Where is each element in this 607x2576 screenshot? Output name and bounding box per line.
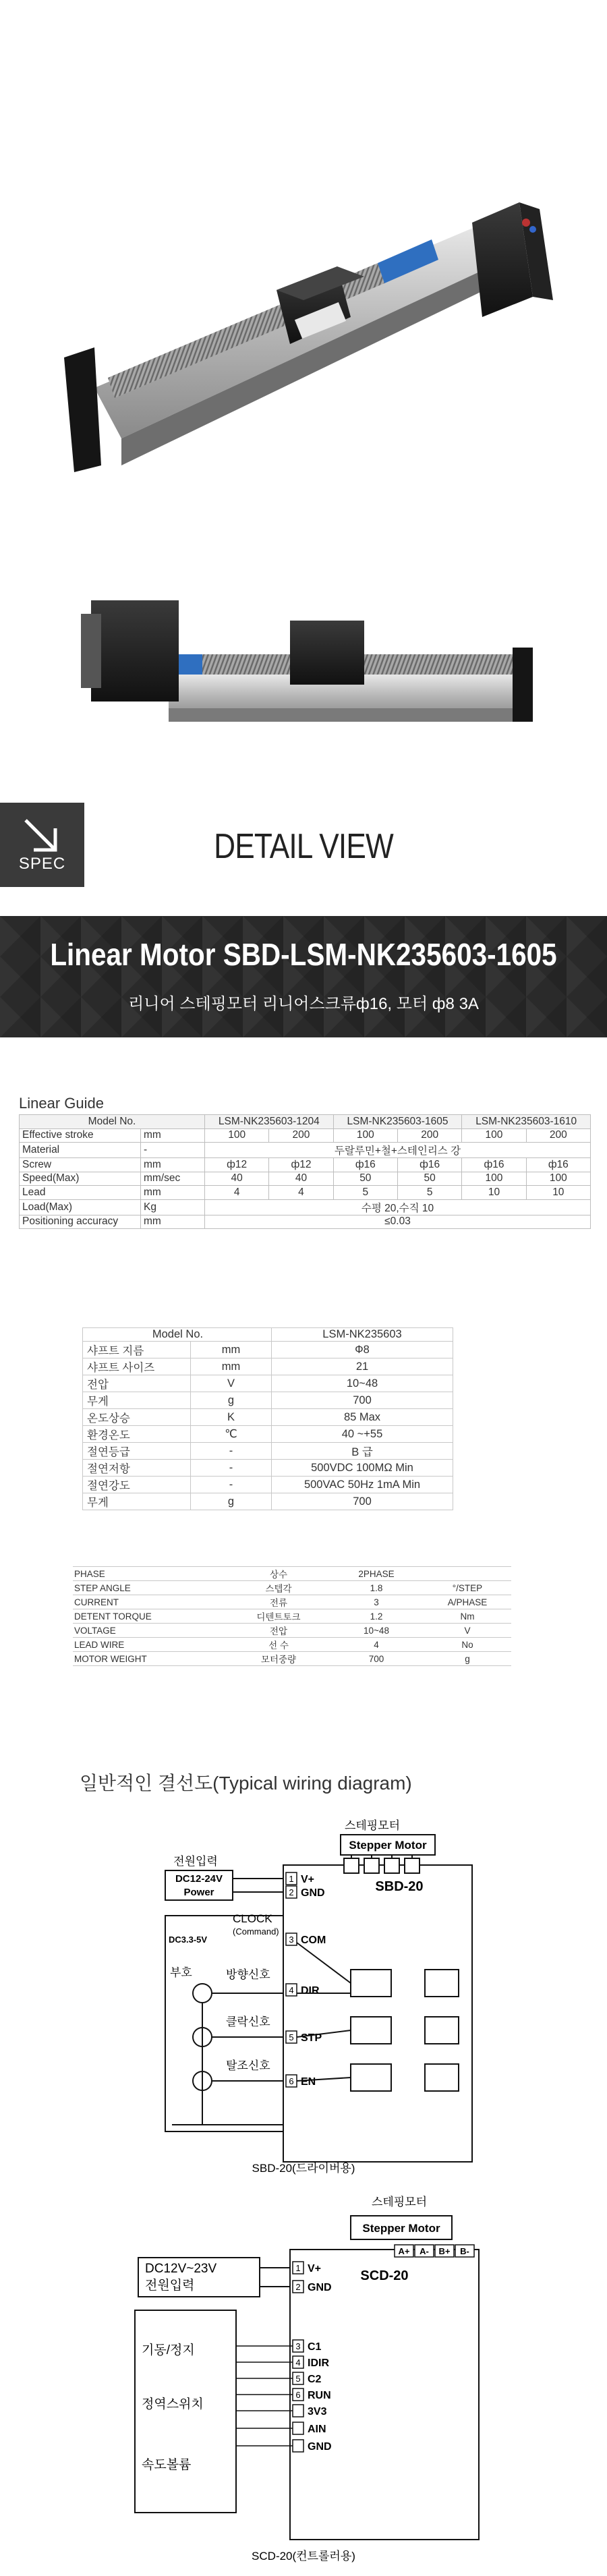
pin-label: EN	[301, 2076, 316, 2088]
phase-en: LEAD WIRE	[73, 1638, 228, 1652]
model-col: LSM-NK235603-1605	[333, 1115, 462, 1129]
pin-label: GND	[301, 1887, 325, 1899]
row-value: 5	[333, 1186, 397, 1200]
pin-label: STP	[301, 2032, 322, 2044]
pin-box	[293, 2405, 304, 2417]
row-value: ф12	[269, 1158, 333, 1172]
row-unit: mm	[141, 1186, 205, 1200]
phase-ko: 선 수	[228, 1638, 329, 1652]
wiring-diagram-sbd20	[0, 1814, 607, 2179]
d1-motor-top: 스테핑모터	[344, 1819, 401, 1832]
row-label: Positioning accuracy	[20, 1215, 141, 1229]
row-value: 200	[526, 1128, 590, 1143]
motor-label: 절연강도	[83, 1477, 191, 1493]
d1-motor-terminals	[344, 1855, 420, 1873]
table-row	[73, 1595, 511, 1609]
pin-label: 3V3	[308, 2406, 327, 2417]
row-unit: mm	[141, 1128, 205, 1143]
motor-unit: -	[191, 1443, 272, 1460]
table-row	[73, 1638, 511, 1652]
row-value: 4	[205, 1186, 269, 1200]
d1-motor-box-label: Stepper Motor	[349, 1839, 427, 1852]
d1-clock: CLOCK	[233, 1912, 272, 1925]
phase-unit: Nm	[424, 1609, 511, 1624]
row-label: Speed(Max)	[20, 1172, 141, 1186]
phase-ko: 상수	[228, 1567, 329, 1581]
row-unit: Kg	[141, 1199, 205, 1215]
phase-en: DETENT TORQUE	[73, 1609, 228, 1624]
motor-unit: ℃	[191, 1426, 272, 1443]
phase-value: 1.2	[329, 1609, 424, 1624]
model-col: LSM-NK235603-1610	[462, 1115, 591, 1129]
motor-value: 500VAC 50Hz 1mA Min	[272, 1477, 453, 1493]
pin-label: GND	[308, 2441, 332, 2453]
motor-label: 샤프트 지름	[83, 1342, 191, 1358]
table-row	[83, 1392, 453, 1409]
d2-power-2: 전원입력	[145, 2279, 195, 2293]
motor-value: 700	[272, 1392, 453, 1409]
motor-value: 40 ~+55	[272, 1426, 453, 1443]
motor-label: 무게	[83, 1493, 191, 1510]
row-value: 두랄루민+철+스테인리스 강	[205, 1143, 591, 1158]
pin-box	[293, 2440, 304, 2452]
phase-value: 2PHASE	[329, 1567, 424, 1581]
motor-label: 온도상승	[83, 1409, 191, 1426]
table-row	[83, 1358, 453, 1375]
table-row	[83, 1342, 453, 1358]
row-label: Screw	[20, 1158, 141, 1172]
d2-speed: 속도볼륨	[142, 2458, 192, 2472]
motor-label: 절연등급	[83, 1443, 191, 1460]
d2-motor-box-label: Stepper Motor	[362, 2222, 440, 2235]
pin-number: 4	[295, 2357, 301, 2368]
pin-label: GND	[308, 2282, 332, 2293]
row-value: ф16	[462, 1158, 526, 1172]
model-label: Model No.	[20, 1115, 205, 1129]
phase-en: VOLTAGE	[73, 1624, 228, 1638]
row-value: ф16	[526, 1158, 590, 1172]
d1-power-top: 전원입력	[173, 1855, 218, 1868]
d2-caption: SCD-20(컨트롤러용)	[252, 2550, 355, 2563]
row-value: 100	[205, 1128, 269, 1143]
table-row	[20, 1143, 591, 1158]
motor-spec-table	[82, 1327, 453, 1510]
motor-unit: V	[191, 1375, 272, 1392]
row-value: 100	[462, 1172, 526, 1186]
row-value: ≤0.03	[205, 1215, 591, 1229]
motor-label: 무게	[83, 1392, 191, 1409]
table-row	[73, 1581, 511, 1595]
phase-unit	[424, 1567, 511, 1581]
motor-unit: mm	[191, 1342, 272, 1358]
d2-dir: 정역스위치	[142, 2397, 204, 2411]
d2-stop: 기동/정지	[142, 2343, 195, 2357]
phase-value: 4	[329, 1638, 424, 1652]
motor-pin-label: A-	[420, 2246, 429, 2256]
spec-badge-label: SPEC	[18, 855, 66, 873]
row-value: 100	[462, 1128, 526, 1143]
pin-label: COM	[301, 1935, 326, 1946]
pin-label: IDIR	[308, 2357, 329, 2369]
table-row	[20, 1215, 591, 1229]
table-row	[83, 1460, 453, 1477]
phase-value: 10~48	[329, 1624, 424, 1638]
motor-value: 10~48	[272, 1375, 453, 1392]
motor-unit: g	[191, 1392, 272, 1409]
d1-driver-box	[283, 1865, 472, 2162]
banner-pattern	[0, 916, 607, 1037]
pin-number: 5	[289, 2032, 294, 2042]
d1-transistors	[172, 1984, 283, 2125]
row-value: 200	[397, 1128, 461, 1143]
pin-number: 3	[295, 2341, 301, 2351]
row-value: 40	[269, 1172, 333, 1186]
row-unit: -	[141, 1143, 205, 1158]
pin-number: 4	[289, 1985, 294, 1995]
row-value: 200	[269, 1128, 333, 1143]
phase-unit: A/PHASE	[424, 1595, 511, 1609]
pin-box	[293, 2422, 304, 2434]
banner-subtitle: 리니어 스테핑모터 리니어스크류ф16, 모터 ф8 3A	[128, 995, 479, 1013]
model-col: LSM-NK235603-1204	[205, 1115, 334, 1129]
phase-value: 3	[329, 1595, 424, 1609]
phase-unit: °/STEP	[424, 1581, 511, 1595]
motor-unit: mm	[191, 1358, 272, 1375]
d2-motor-pins	[395, 2245, 474, 2257]
table-row	[83, 1426, 453, 1443]
motor-pin-label: A+	[398, 2246, 410, 2256]
pin-label: DIR	[301, 1985, 320, 1997]
row-value: 100	[333, 1128, 397, 1143]
motor-value: 500VDC 100MΩ Min	[272, 1460, 453, 1477]
motor-unit: g	[191, 1493, 272, 1510]
motor-value: Ф8	[272, 1342, 453, 1358]
table-row	[83, 1477, 453, 1493]
d1-power-line2: Power	[183, 1887, 214, 1898]
phase-value: 700	[329, 1652, 424, 1666]
model-value: LSM-NK235603	[272, 1328, 453, 1342]
d1-dir-signal: 방향신호	[226, 1968, 270, 1981]
row-value: 40	[205, 1172, 269, 1186]
row-value: 4	[269, 1186, 333, 1200]
pin-label: RUN	[308, 2390, 331, 2401]
row-value: ф16	[397, 1158, 461, 1172]
product-photo-top	[0, 0, 607, 492]
phase-ko: 전압	[228, 1624, 329, 1638]
d1-optocouplers	[297, 1943, 459, 2091]
banner-title: Linear Motor SBD-LSM-NK235603-1605	[50, 937, 557, 972]
phase-en: PHASE	[73, 1567, 228, 1581]
phase-unit: No	[424, 1638, 511, 1652]
d1-command: (Command)	[233, 1926, 279, 1937]
row-label: Effective stroke	[20, 1128, 141, 1143]
row-value: 수평 20,수직 10	[205, 1199, 591, 1215]
d1-sign: 부호	[170, 1966, 192, 1979]
row-value: ф12	[205, 1158, 269, 1172]
d1-caption: SBD-20(드라이버용)	[252, 2162, 355, 2175]
phase-value: 1.8	[329, 1581, 424, 1595]
motor-pin-label: B-	[460, 2246, 469, 2256]
d1-power-line1: DC12-24V	[175, 1873, 223, 1885]
wiring-title: 일반적인 결선도(Typical wiring diagram)	[80, 1773, 412, 1794]
wiring-diagram-scd20	[0, 2192, 607, 2570]
row-value: ф16	[333, 1158, 397, 1172]
d2-motor-top: 스테핑모터	[371, 2196, 428, 2208]
phase-unit: V	[424, 1624, 511, 1638]
motor-value: 700	[272, 1493, 453, 1510]
row-label: Load(Max)	[20, 1199, 141, 1215]
linear-guide-table	[19, 1114, 591, 1229]
row-unit: mm	[141, 1215, 205, 1229]
motor-pin-label: B+	[438, 2246, 451, 2256]
table-row	[73, 1567, 511, 1581]
row-unit: mm/sec	[141, 1172, 205, 1186]
d2-signal-box	[135, 2310, 236, 2513]
table-row	[73, 1609, 511, 1624]
pin-number: 6	[295, 2390, 301, 2400]
d2-power-1: DC12V~23V	[145, 2262, 217, 2276]
row-label: Lead	[20, 1186, 141, 1200]
pin-number: 2	[295, 2282, 301, 2292]
motor-label: 전압	[83, 1375, 191, 1392]
pin-number: 3	[289, 1935, 294, 1945]
table-row	[83, 1443, 453, 1460]
phase-ko: 디텐트토크	[228, 1609, 329, 1624]
detail-view-title: DETAIL VIEW	[214, 827, 393, 866]
phase-ko: 전류	[228, 1595, 329, 1609]
product-photo-side	[0, 573, 607, 749]
motor-label: 환경온도	[83, 1426, 191, 1443]
d1-dc-label: DC3.3-5V	[169, 1935, 208, 1945]
motor-unit: -	[191, 1477, 272, 1493]
row-value: 100	[526, 1172, 590, 1186]
row-value: 50	[333, 1172, 397, 1186]
phase-en: MOTOR WEIGHT	[73, 1652, 228, 1666]
motor-value: 85 Max	[272, 1409, 453, 1426]
row-value: 50	[397, 1172, 461, 1186]
pin-number: 5	[295, 2374, 301, 2384]
model-label: Model No.	[83, 1328, 272, 1342]
d1-clk-signal: 클락신호	[226, 2015, 270, 2028]
phase-spec-table	[73, 1566, 511, 1666]
phase-unit: g	[424, 1652, 511, 1666]
pin-label: C1	[308, 2341, 322, 2353]
phase-ko: 모터중량	[228, 1652, 329, 1666]
table-row	[83, 1375, 453, 1392]
d1-en-signal: 탈조신호	[226, 2059, 270, 2072]
d2-controller-label: SCD-20	[360, 2268, 409, 2283]
d1-driver-label: SBD-20	[375, 1879, 424, 1894]
pin-number: 6	[289, 2076, 294, 2086]
table-row	[20, 1128, 591, 1143]
pin-number: 1	[289, 1874, 294, 1884]
pin-number: 1	[295, 2263, 301, 2273]
motor-unit: K	[191, 1409, 272, 1426]
motor-value: B 급	[272, 1443, 453, 1460]
pin-number: 2	[289, 1887, 294, 1897]
d1-pins	[286, 1872, 326, 2088]
table-row	[73, 1652, 511, 1666]
phase-en: CURRENT	[73, 1595, 228, 1609]
row-unit: mm	[141, 1158, 205, 1172]
pin-label: C2	[308, 2374, 322, 2385]
table-row	[73, 1624, 511, 1638]
linear-guide-title: Linear Guide	[19, 1095, 104, 1112]
table-row	[20, 1172, 591, 1186]
row-label: Material	[20, 1143, 141, 1158]
motor-value: 21	[272, 1358, 453, 1375]
table-row	[20, 1199, 591, 1215]
row-value: 10	[462, 1186, 526, 1200]
table-row	[83, 1493, 453, 1510]
pin-label: AIN	[308, 2424, 326, 2435]
phase-ko: 스텝각	[228, 1581, 329, 1595]
pin-label: V+	[308, 2263, 322, 2274]
product-banner	[0, 916, 607, 1037]
motor-label: 절연저항	[83, 1460, 191, 1477]
motor-label: 샤프트 사이즈	[83, 1358, 191, 1375]
row-value: 10	[526, 1186, 590, 1200]
table-row	[20, 1186, 591, 1200]
table-row	[20, 1115, 591, 1129]
table-row	[83, 1409, 453, 1426]
phase-en: STEP ANGLE	[73, 1581, 228, 1595]
pin-label: V+	[301, 1874, 315, 1885]
motor-unit: -	[191, 1460, 272, 1477]
table-row	[83, 1328, 453, 1342]
table-row	[20, 1158, 591, 1172]
row-value: 5	[397, 1186, 461, 1200]
